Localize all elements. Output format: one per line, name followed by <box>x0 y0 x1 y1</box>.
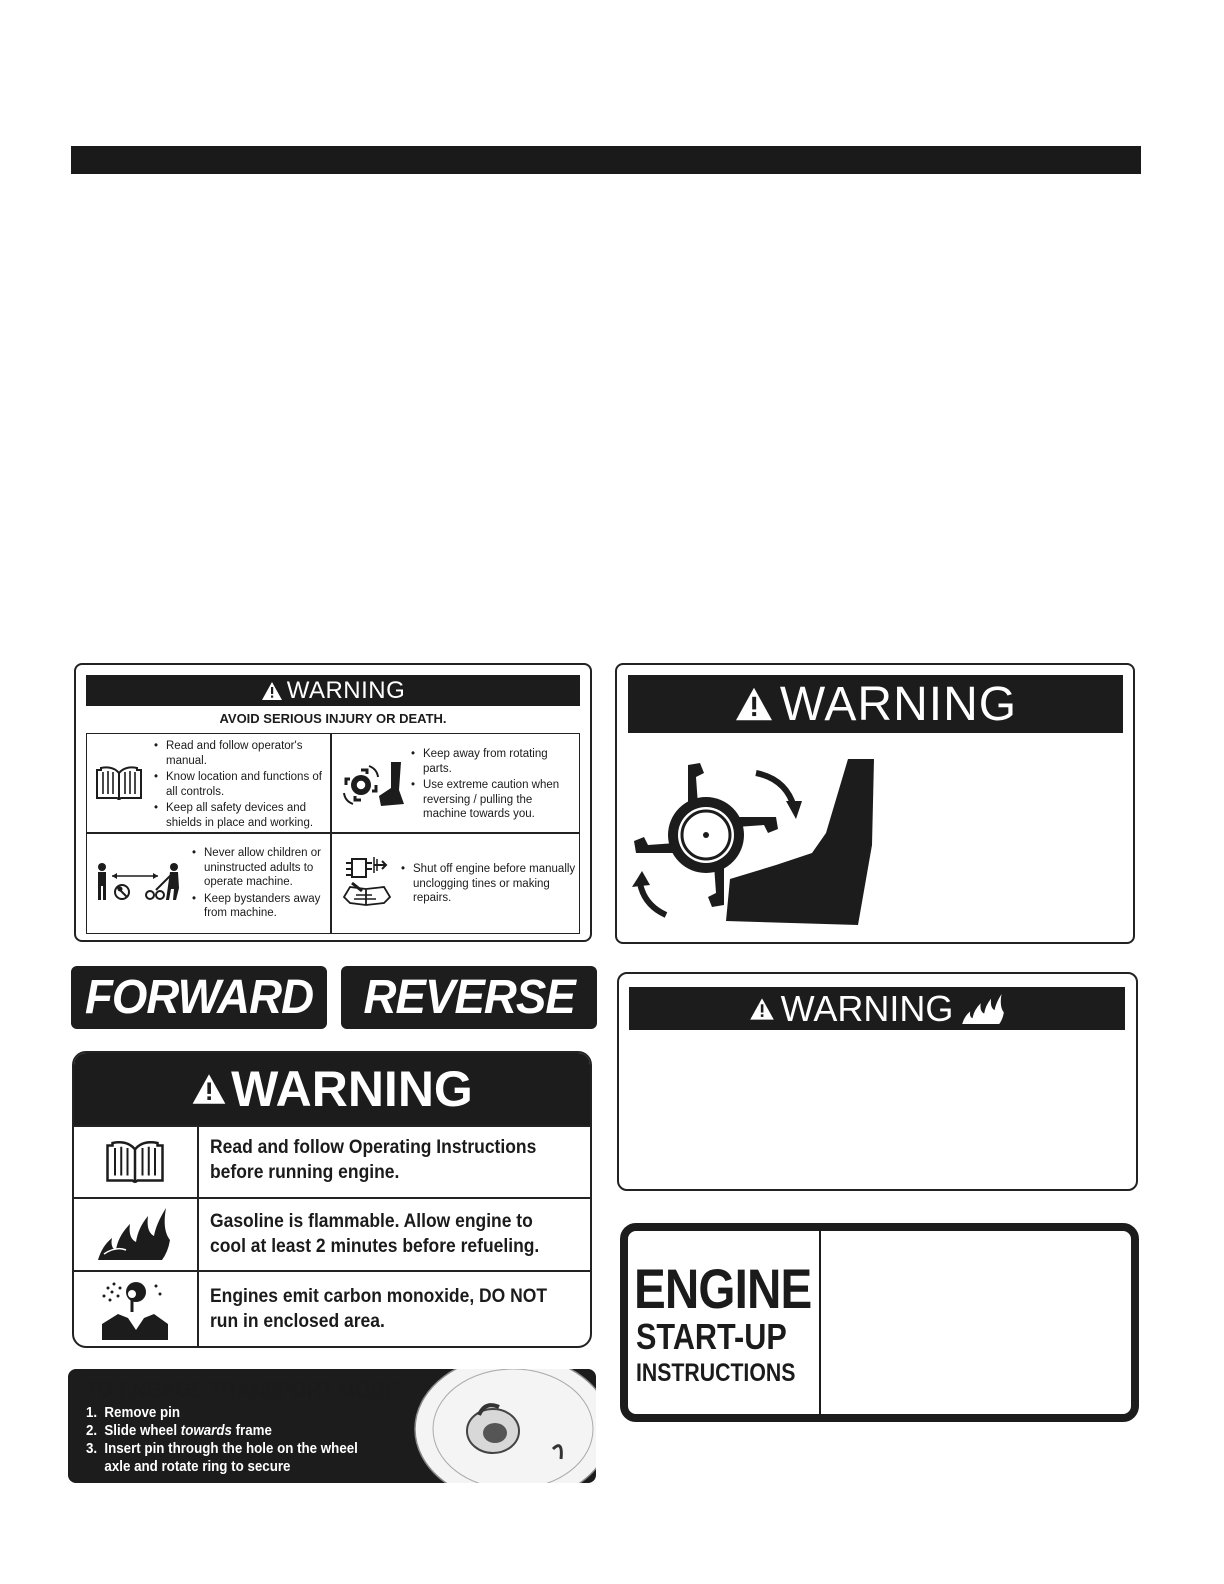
list-item <box>86 1440 380 1476</box>
engine-warning-decal-title: WARNING <box>231 1061 473 1117</box>
forward-label-text: FORWARD <box>84 971 314 1024</box>
list-item <box>86 1422 380 1440</box>
warning-triangle-icon <box>734 686 774 722</box>
safety-decal-subheader: AVOID SERIOUS INJURY OR DEATH. <box>219 711 447 726</box>
transport-mode-steps <box>86 1404 380 1476</box>
section-header-bar <box>71 146 1141 174</box>
step-text: Remove pin <box>104 1405 181 1421</box>
fire-flame-icon <box>96 1206 172 1262</box>
rotating-tines-decal-title: WARNING <box>779 677 1018 731</box>
step-text-part: Slide wheel <box>104 1423 181 1439</box>
forward-label <box>71 966 327 1029</box>
fire-warning-decal-header <box>629 987 1125 1030</box>
safety-decal-header <box>86 675 580 706</box>
fire-flame-icon <box>961 992 1005 1026</box>
rotating-tines-decal-header <box>628 675 1123 733</box>
engine-warning-row-1-text: Read and follow Operating Instructions before running engine. <box>210 1137 537 1183</box>
manual-book-icon <box>98 1138 172 1188</box>
step-number: 2. <box>86 1423 98 1439</box>
divider <box>86 832 580 834</box>
safety-cell-3-list <box>192 846 328 923</box>
engine-warning-decal-header <box>74 1053 590 1125</box>
rotating-tines-foot-icon <box>341 760 406 810</box>
rotating-tine-hazard-icon <box>626 755 876 930</box>
engine-startup-line-2: START-UP <box>636 1316 787 1357</box>
engine-startup-line-3: INSTRUCTIONS <box>636 1359 796 1387</box>
step-text: Insert pin through the hole on the wheel axle and rotate ring to secure <box>104 1441 358 1475</box>
list-item: • Read and follow operator's manual. <box>154 739 324 768</box>
reverse-label-text: REVERSE <box>363 971 575 1024</box>
engine-startup-line-1: ENGINE <box>634 1257 812 1320</box>
list-item: • Keep away from rotating parts. <box>411 747 576 776</box>
warning-triangle-icon <box>261 681 283 701</box>
warning-triangle-icon <box>749 997 775 1021</box>
step-text <box>104 1422 272 1440</box>
reverse-label <box>341 966 597 1029</box>
safety-cell-2-list <box>411 747 576 824</box>
list-item: • Keep bystanders away from machine. <box>192 892 328 921</box>
bystanders-distance-icon <box>92 862 184 902</box>
list-item: • Know location and functions of all controls. <box>154 770 324 799</box>
divider <box>197 1125 199 1346</box>
step-text-part: frame <box>231 1423 272 1439</box>
fire-warning-decal-title: WARNING <box>780 987 954 1029</box>
divider <box>819 1231 821 1414</box>
list-item: • Never allow children or uninstructed adults to operate machine. <box>192 846 328 890</box>
transport-mode-title: TO ENGAGE TRANSPORT MODE <box>86 1377 399 1402</box>
step-number: 3. <box>86 1441 98 1457</box>
engine-warning-row-3-text: Engines emit carbon monoxide, DO NOT run in enclosed area. <box>210 1286 548 1332</box>
warning-triangle-icon <box>191 1072 227 1106</box>
safety-cell-1-list <box>154 739 324 832</box>
step-emphasis: towards <box>180 1423 232 1439</box>
safety-decal-title: WARNING <box>286 676 406 704</box>
list-item: • Keep all safety devices and shields in place and working. <box>154 801 324 830</box>
wheel-axle-pin-icon <box>413 1369 596 1483</box>
manual-book-icon <box>94 764 144 804</box>
engine-warning-row-2-text: Gasoline is flammable. Allow engine to cool at least 2 minutes before refueling. <box>210 1211 540 1257</box>
list-item <box>86 1404 380 1422</box>
carbon-monoxide-icon <box>98 1278 170 1340</box>
shut-off-engine-icon <box>342 855 392 911</box>
safety-cell-4-list <box>401 862 576 908</box>
divider <box>330 733 332 934</box>
list-item: • Shut off engine before manually unclogging tines or making repairs. <box>401 862 576 906</box>
list-item: • Use extreme caution when reversing / pulling the machine towards you. <box>411 778 576 822</box>
step-number: 1. <box>86 1405 98 1421</box>
